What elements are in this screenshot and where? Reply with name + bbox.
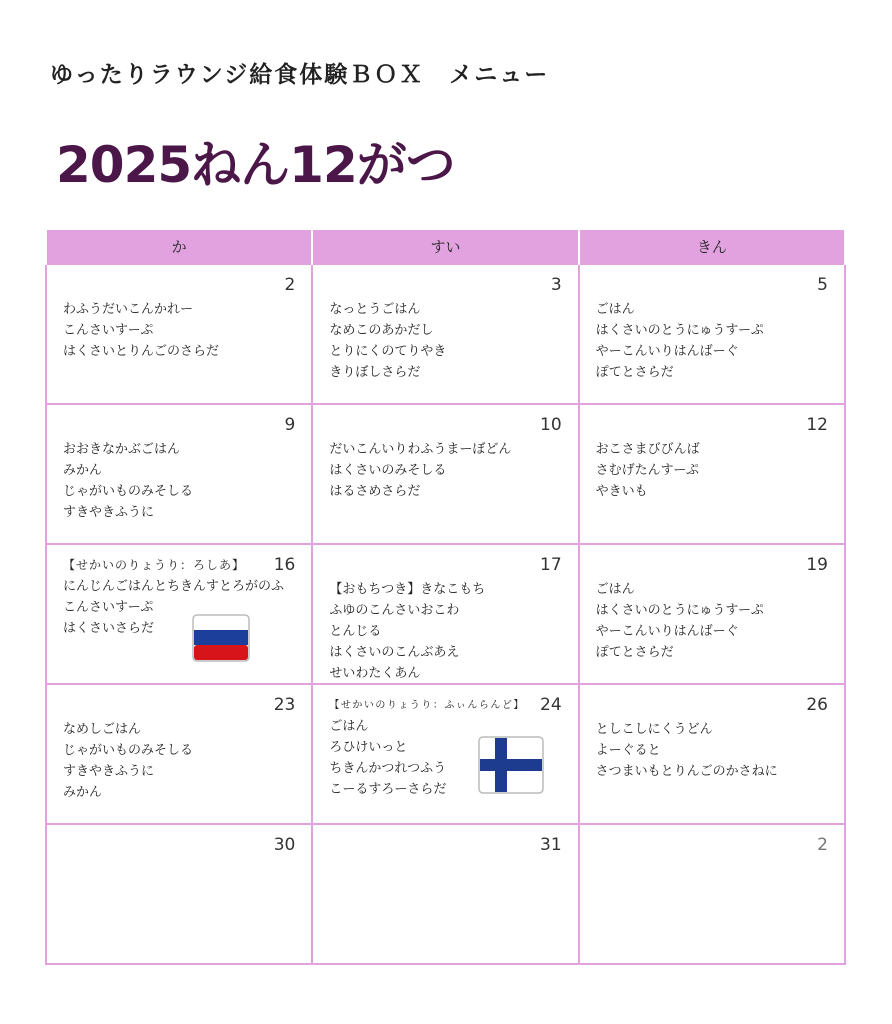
menu-list [63,719,193,803]
weekday-tuesday: か [46,230,312,264]
menu-item: やーこんいりはんばーぐ [595,624,739,639]
day-number: 31 [540,835,562,855]
month-title: 2025ねん12がつ [56,136,455,194]
day-number: 30 [273,835,296,855]
menu-list [596,299,764,383]
menu-item: はくさいのとうにゅうすーぷ [595,603,764,618]
day-cell [579,544,845,684]
menu-list [596,439,700,502]
menu-item: じゃがいものみそしる [63,743,194,758]
menu-item: ぽてとさらだ [595,365,674,380]
day-cell [312,684,578,824]
menu-item: すきやきふうに [63,505,155,520]
menu-item: みかん [63,785,103,800]
menu-item: おこさまびびんば [595,442,700,457]
menu-item: こんさいすーぷ [63,600,154,615]
menu-item: なめしごはん [63,722,142,737]
menu-item: せいわたくあん [329,666,421,681]
menu-item: ごはん [595,302,635,317]
menu-item: ぽてとさらだ [595,645,674,660]
week-row [46,684,845,824]
day-number: 2 [817,835,828,855]
day-cell [312,264,578,404]
day-number: 23 [273,695,296,715]
menu-list [329,439,511,502]
finland-flag-icon [477,735,545,795]
weekday-wednesday: すい [312,230,578,264]
day-cell [312,404,578,544]
menu-item: とりにくのてりやき [329,344,447,359]
menu-item: はくさいのこんぶあえ [329,645,460,660]
menu-list [63,439,193,523]
day-number: 24 [540,695,562,715]
menu-item: じゃがいものみそしる [63,484,194,499]
menu-item: はくさいとりんごのさらだ [63,344,220,359]
menu-list [596,579,764,663]
day-cell [579,264,845,404]
menu-item: ごはん [329,719,369,734]
menu-item: やーこんいりはんばーぐ [595,344,739,359]
menu-calendar [45,230,846,965]
week-row [46,544,845,684]
menu-item: こーるすろーさらだ [329,782,447,797]
menu-item: なっとうごはん [329,302,421,317]
menu-item: ちきんかつれつふう [329,761,447,776]
day-number: 17 [540,555,562,575]
menu-item: はくさいのみそしる [329,463,447,478]
day-number: 12 [806,415,828,435]
menu-item: ふゆのこんさいおこわ [329,603,460,618]
menu-list [63,299,219,362]
menu-item: さむげたんすーぷ [595,463,700,478]
world-cuisine-tag: 【せかいのりょうり：ろしあ】 [63,558,246,572]
world-cuisine-tag: 【せかいのりょうり：ふぃんらんど】 [329,700,525,711]
day-cell [579,404,845,544]
day-number: 9 [284,415,296,435]
menu-item: すきやきふうに [63,764,155,779]
day-cell [312,544,578,684]
week-row [46,824,845,964]
menu-list [329,579,485,684]
day-cell [312,824,578,964]
menu-item: はるさめさらだ [329,484,421,499]
day-cell [46,544,312,684]
day-number: 2 [284,275,296,295]
menu-item: ごはん [595,582,635,597]
weekday-header-row [46,230,845,264]
day-cell [46,264,312,404]
menu-item: こんさいすーぷ [63,323,154,338]
day-number: 26 [806,695,828,715]
menu-item: きりぼしさらだ [329,365,421,380]
menu-item: はくさいさらだ [63,621,155,636]
menu-item: さつまいもとりんごのかさねに [595,764,778,779]
day-cell [46,824,312,964]
russia-flag-icon [191,613,251,663]
day-number: 19 [806,555,828,575]
menu-item: にんじんごはんとちきんすとろがのふ [63,579,285,594]
weekday-friday: きん [579,230,845,264]
menu-item: やきいも [595,484,648,499]
day-number: 5 [817,275,828,295]
menu-item: なめこのあかだし [329,323,434,338]
menu-item: ろひけいっと [329,740,408,755]
day-number: 16 [273,555,296,575]
day-number: 10 [540,415,562,435]
menu-list [596,719,778,782]
day-cell [46,684,312,824]
menu-item: としこしにくうどん [595,722,713,737]
menu-item: よーぐると [595,743,661,758]
menu-item: 【おもちつき】きなこもち [329,582,486,597]
menu-item: おおきなかぶごはん [63,442,181,457]
menu-item: みかん [63,463,103,478]
menu-item: わふうだいこんかれー [63,302,194,317]
menu-item: はくさいのとうにゅうすーぷ [595,323,764,338]
week-row [46,264,845,404]
day-cell [579,824,845,964]
day-cell [46,404,312,544]
menu-list [329,299,446,383]
menu-item: だいこんいりわふうまーぼどん [329,442,512,457]
week-row [46,404,845,544]
header-title: ゆったりラウンジ給食体験ＢＯＸ メニュー [50,62,550,88]
day-cell [579,684,845,824]
menu-item: とんじる [329,624,382,639]
day-number: 3 [550,275,562,295]
